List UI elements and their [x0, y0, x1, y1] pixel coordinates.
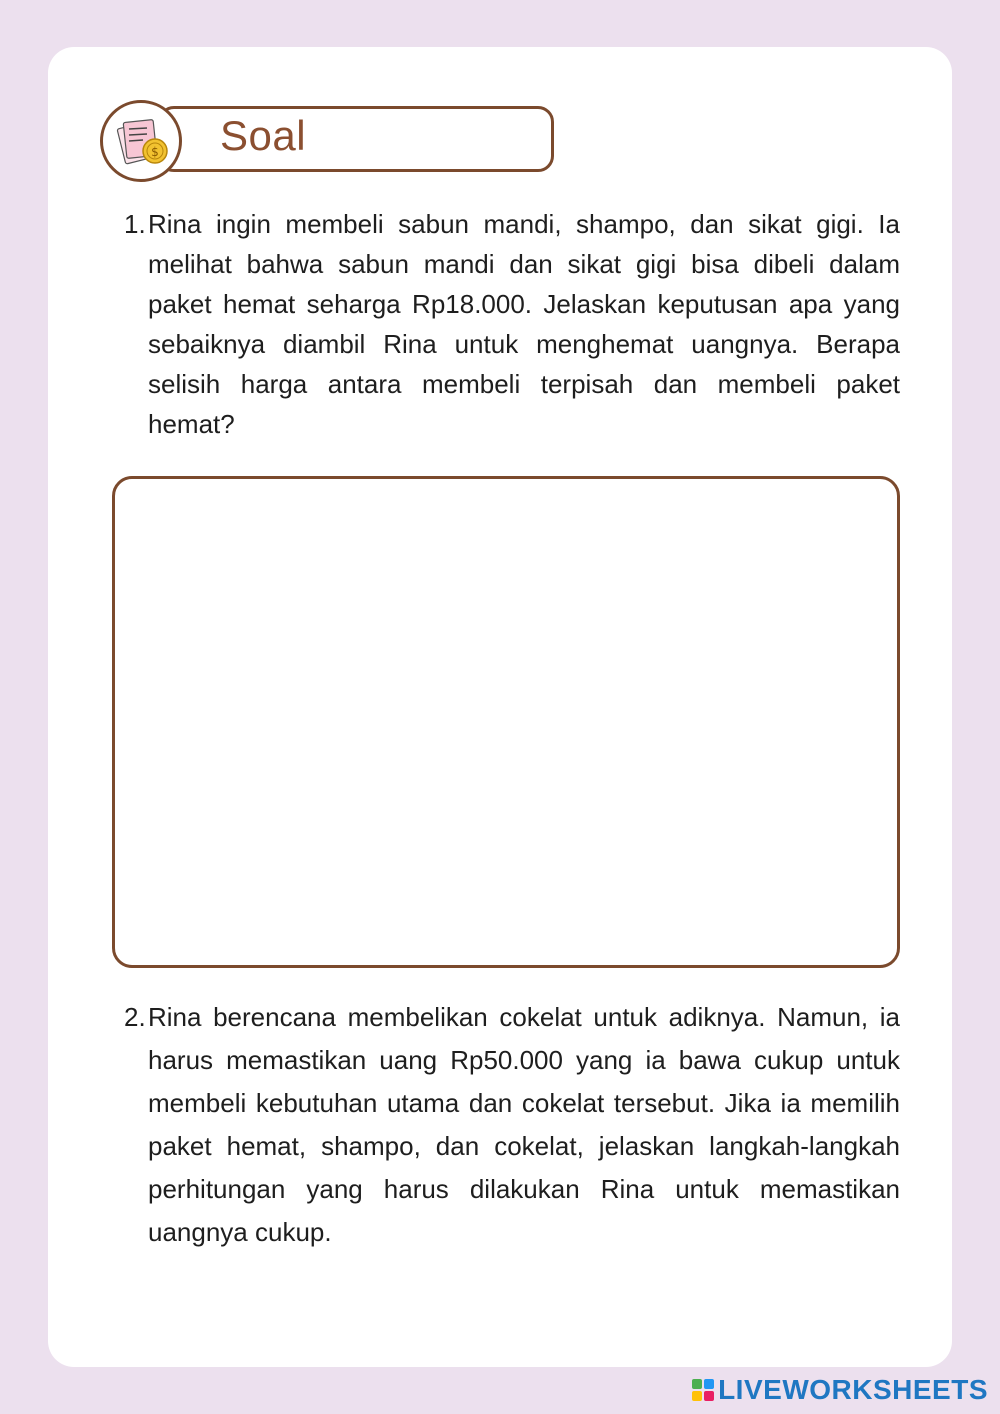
question-2	[124, 996, 900, 1254]
question-1	[124, 204, 900, 444]
question-number: 2.	[124, 1002, 146, 1032]
liveworksheets-brand	[692, 1372, 988, 1408]
header-bar	[158, 106, 554, 172]
question-text: Rina berencana membelikan cokelat untuk adiknya. Namun, ia harus memastikan uang Rp50.000 yang ia bawa cukup untuk membeli kebutuhan utama dan cokelat tersebut. Jika ia memilih paket hemat, shampo, dan cokelat, jelaskan langkah-langkah perhitungan yang harus dilakukan Rina untuk memastikan uangnya cukup.	[148, 1002, 900, 1247]
section-header	[100, 100, 560, 182]
receipt-coin-icon	[111, 111, 171, 171]
question-number: 1.	[124, 209, 146, 239]
brand-name: LIVEWORKSHEETS	[718, 1374, 988, 1405]
question-text: Rina ingin membeli sabun mandi, shampo, dan sikat gigi. Ia melihat bahwa sabun mandi dan sikat gigi bisa dibeli dalam paket hemat seharga Rp18.000. Jelaskan keputusan apa yang sebaiknya diambil Rina untuk menghemat uangnya. Berapa selisih harga antara membeli terpisah dan membeli paket hemat?	[148, 209, 900, 439]
svg-text:$: $	[151, 145, 159, 159]
answer-box[interactable]	[112, 476, 900, 968]
liveworksheets-logo-icon	[692, 1379, 714, 1401]
section-title: Soal	[220, 112, 307, 159]
header-icon-badge	[100, 100, 182, 182]
